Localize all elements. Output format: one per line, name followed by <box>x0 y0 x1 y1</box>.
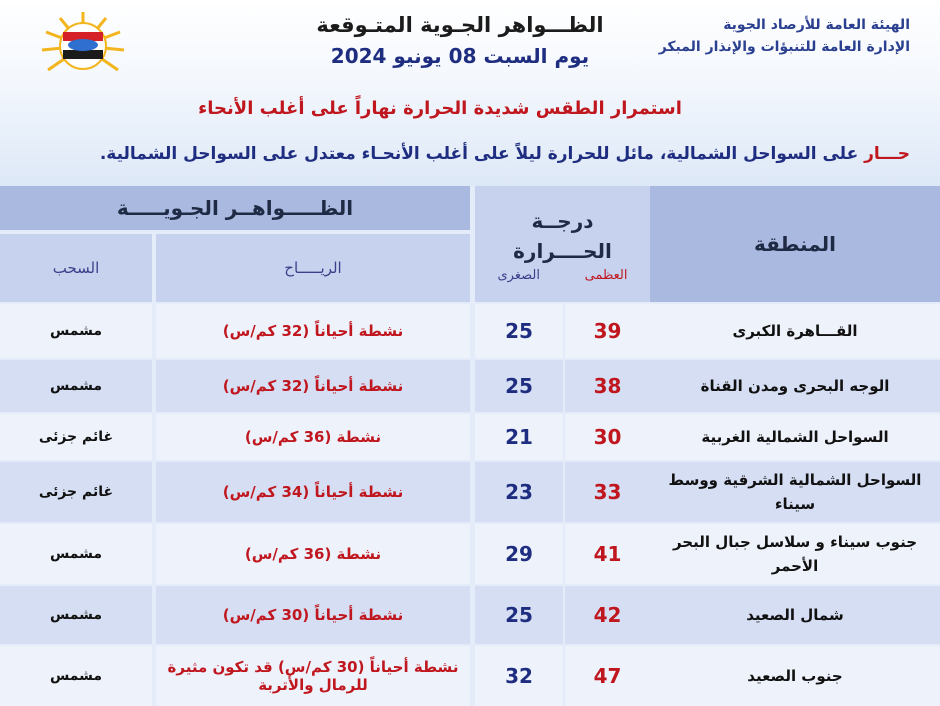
wind-column-header: الريـــــاح <box>156 234 470 302</box>
max-temp-cell: 33 <box>565 462 650 522</box>
clouds-cell: مشمس <box>0 586 152 644</box>
max-temp-cell: 47 <box>565 646 650 706</box>
region-column-header: المنطقة <box>650 186 940 302</box>
region-cell: السواحل الشمالية الغربية <box>650 414 940 460</box>
clouds-cell: مشمس <box>0 360 152 412</box>
forecast-table <box>0 186 940 706</box>
clouds-cell: مشمس <box>0 646 152 706</box>
min-temp-cell: 25 <box>475 304 563 358</box>
min-temp-cell: 25 <box>475 360 563 412</box>
max-temp-cell: 38 <box>565 360 650 412</box>
max-temp-cell: 42 <box>565 586 650 644</box>
max-temp-cell: 30 <box>565 414 650 460</box>
wind-cell: نشطة أحياناً (32 كم/س) <box>156 304 470 358</box>
clouds-cell: مشمس <box>0 304 152 358</box>
org-line-2: الإدارة العامة للتنبؤات والإنذار المبكر <box>658 39 910 55</box>
ema-logo-icon <box>40 10 126 82</box>
org-line-1: الهيئة العامة للأرصاد الجوية <box>723 17 910 33</box>
page-title: الظـــواهر الجـوية المتـوقعة <box>316 13 604 37</box>
min-temp-cell: 21 <box>475 414 563 460</box>
clouds-column-header: السحب <box>0 234 152 302</box>
region-cell: جنوب الصعيد <box>650 646 940 706</box>
summary-text: على السواحل الشمالية، مائل للحرارة ليلاً على أغلب الأنحـاء معتدل على السواحل الشمالية. <box>99 144 859 164</box>
min-temp-cell: 23 <box>475 462 563 522</box>
region-cell: الوجه البحرى ومدن القناة <box>650 360 940 412</box>
weather-summary <box>30 144 910 164</box>
region-cell: القـــاهرة الكبرى <box>650 304 940 358</box>
phenomena-column-header: الظـــــواهــر الجـويـــــة <box>0 186 470 230</box>
min-temp-cell: 25 <box>475 586 563 644</box>
organization-name <box>659 14 910 58</box>
forecast-date: يوم السبت 08 يونيو 2024 <box>330 44 590 68</box>
summary-hot-label: حـــار <box>864 144 910 164</box>
max-temp-cell: 39 <box>565 304 650 358</box>
min-subheader: الصغرى <box>497 267 540 283</box>
wind-cell: نشطة أحياناً (30 كم/س) قد تكون مثيرة للرمال والأتربة <box>156 646 470 706</box>
bulletin-header <box>0 0 940 186</box>
temperature-header-label: درجــة الحــــرارة <box>513 208 612 263</box>
wind-cell: نشطة أحياناً (32 كم/س) <box>156 360 470 412</box>
wind-cell: نشطة (36 كم/س) <box>156 524 470 584</box>
headline: استمرار الطقس شديدة الحرارة نهاراً على أغلب الأنحاء <box>198 98 682 119</box>
region-cell: السواحل الشمالية الشرقية ووسط سيناء <box>650 462 940 522</box>
max-subheader: العظمى <box>584 267 628 283</box>
region-cell: شمال الصعيد <box>650 586 940 644</box>
clouds-cell: غائم جزئى <box>0 462 152 522</box>
clouds-cell: مشمس <box>0 524 152 584</box>
max-temp-cell: 41 <box>565 524 650 584</box>
min-temp-cell: 29 <box>475 524 563 584</box>
wind-cell: نشطة (36 كم/س) <box>156 414 470 460</box>
region-cell: جنوب سيناء و سلاسل جبال البحر الأحمر <box>650 524 940 584</box>
temperature-column-header <box>475 186 650 302</box>
min-temp-cell: 32 <box>475 646 563 706</box>
wind-cell: نشطة أحياناً (30 كم/س) <box>156 586 470 644</box>
clouds-cell: غائم جزئى <box>0 414 152 460</box>
wind-cell: نشطة أحياناً (34 كم/س) <box>156 462 470 522</box>
